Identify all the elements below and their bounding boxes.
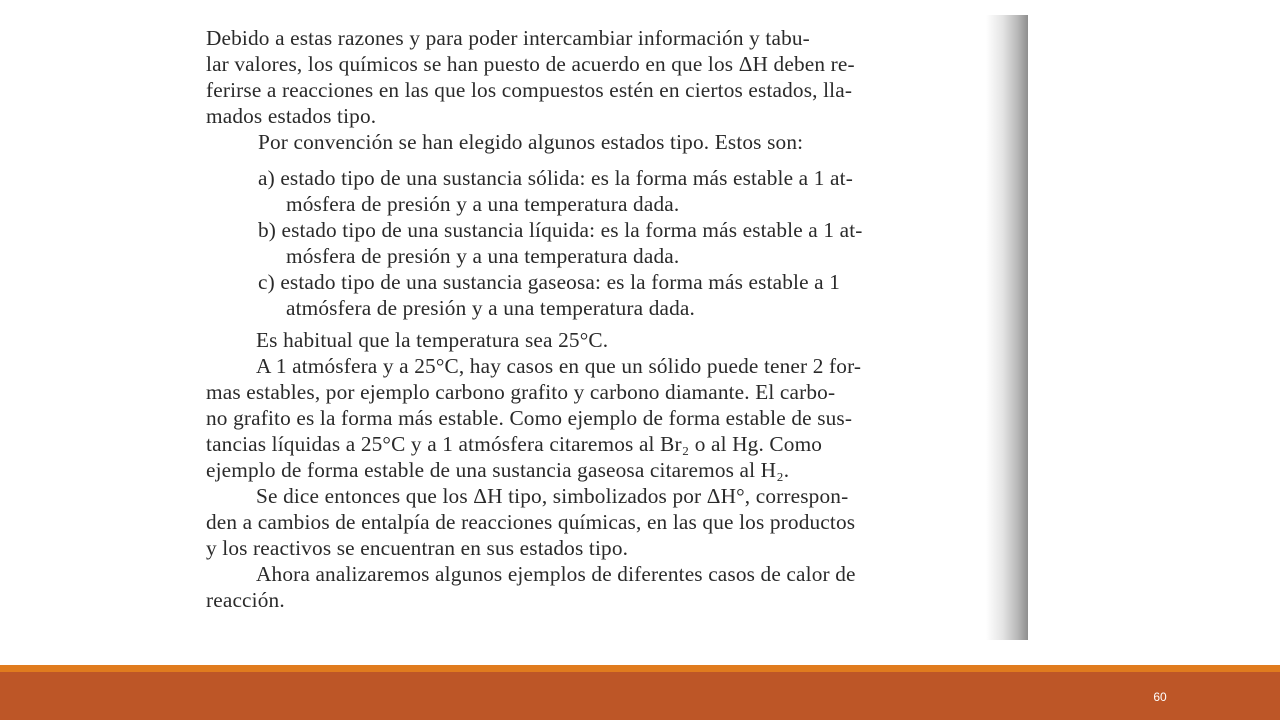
text-line: mósfera de presión y a una temperatura dada.: [286, 192, 680, 216]
text-line: mas estables, por ejemplo carbono grafito y carbono diamante. El carbo-: [206, 380, 836, 404]
text-line: lar valores, los químicos se han puesto de acuerdo en que los ΔH deben re-: [206, 52, 855, 76]
text-line: Por convención se han elegido algunos estados tipo. Estos son:: [258, 130, 804, 154]
text-line: tancias líquidas a 25°C y a 1 atmósfera citaremos al Br₂ o al Hg. Como: [206, 432, 823, 456]
text-line: Se dice entonces que los ΔH tipo, simbolizados por ΔH°, correspon-: [256, 484, 849, 508]
text-line: ferirse a reacciones en las que los compuestos estén en ciertos estados, lla-: [206, 78, 853, 102]
text-line: mósfera de presión y a una temperatura dada.: [286, 244, 680, 268]
text-line: ejemplo de forma estable de una sustancia gaseosa citaremos al H₂.: [206, 458, 790, 482]
document-text: [206, 25, 996, 613]
footer-bar: [0, 672, 1280, 720]
text-line: y los reactivos se encuentran en sus estados tipo.: [206, 536, 629, 560]
text-line: Debido a estas razones y para poder intercambiar información y tabu-: [206, 26, 810, 50]
text-line: no grafito es la forma más estable. Como ejemplo de forma estable de sus-: [206, 406, 853, 430]
text-line: Ahora analizaremos algunos ejemplos de diferentes casos de calor de: [256, 562, 856, 586]
footer-accent-bar: [0, 665, 1280, 672]
text-line: A 1 atmósfera y a 25°C, hay casos en que un sólido puede tener 2 for-: [256, 354, 862, 378]
text-line: reacción.: [206, 588, 285, 612]
scanned-page: [198, 15, 1028, 640]
page-number: 60: [1153, 690, 1167, 704]
list-item-a: a) estado tipo de una sustancia sólida: es la forma más estable a 1 at-: [258, 166, 853, 190]
list-item-c: c) estado tipo de una sustancia gaseosa: es la forma más estable a 1: [258, 270, 841, 294]
page-fold-shadow: [986, 15, 1028, 640]
text-line: den a cambios de entalpía de reacciones químicas, en las que los productos: [206, 510, 856, 534]
text-line: atmósfera de presión y a una temperatura dada.: [286, 296, 695, 320]
text-line: mados estados tipo.: [206, 104, 377, 128]
text-line: Es habitual que la temperatura sea 25°C.: [256, 328, 609, 352]
list-item-b: b) estado tipo de una sustancia líquida: es la forma más estable a 1 at-: [258, 218, 863, 242]
